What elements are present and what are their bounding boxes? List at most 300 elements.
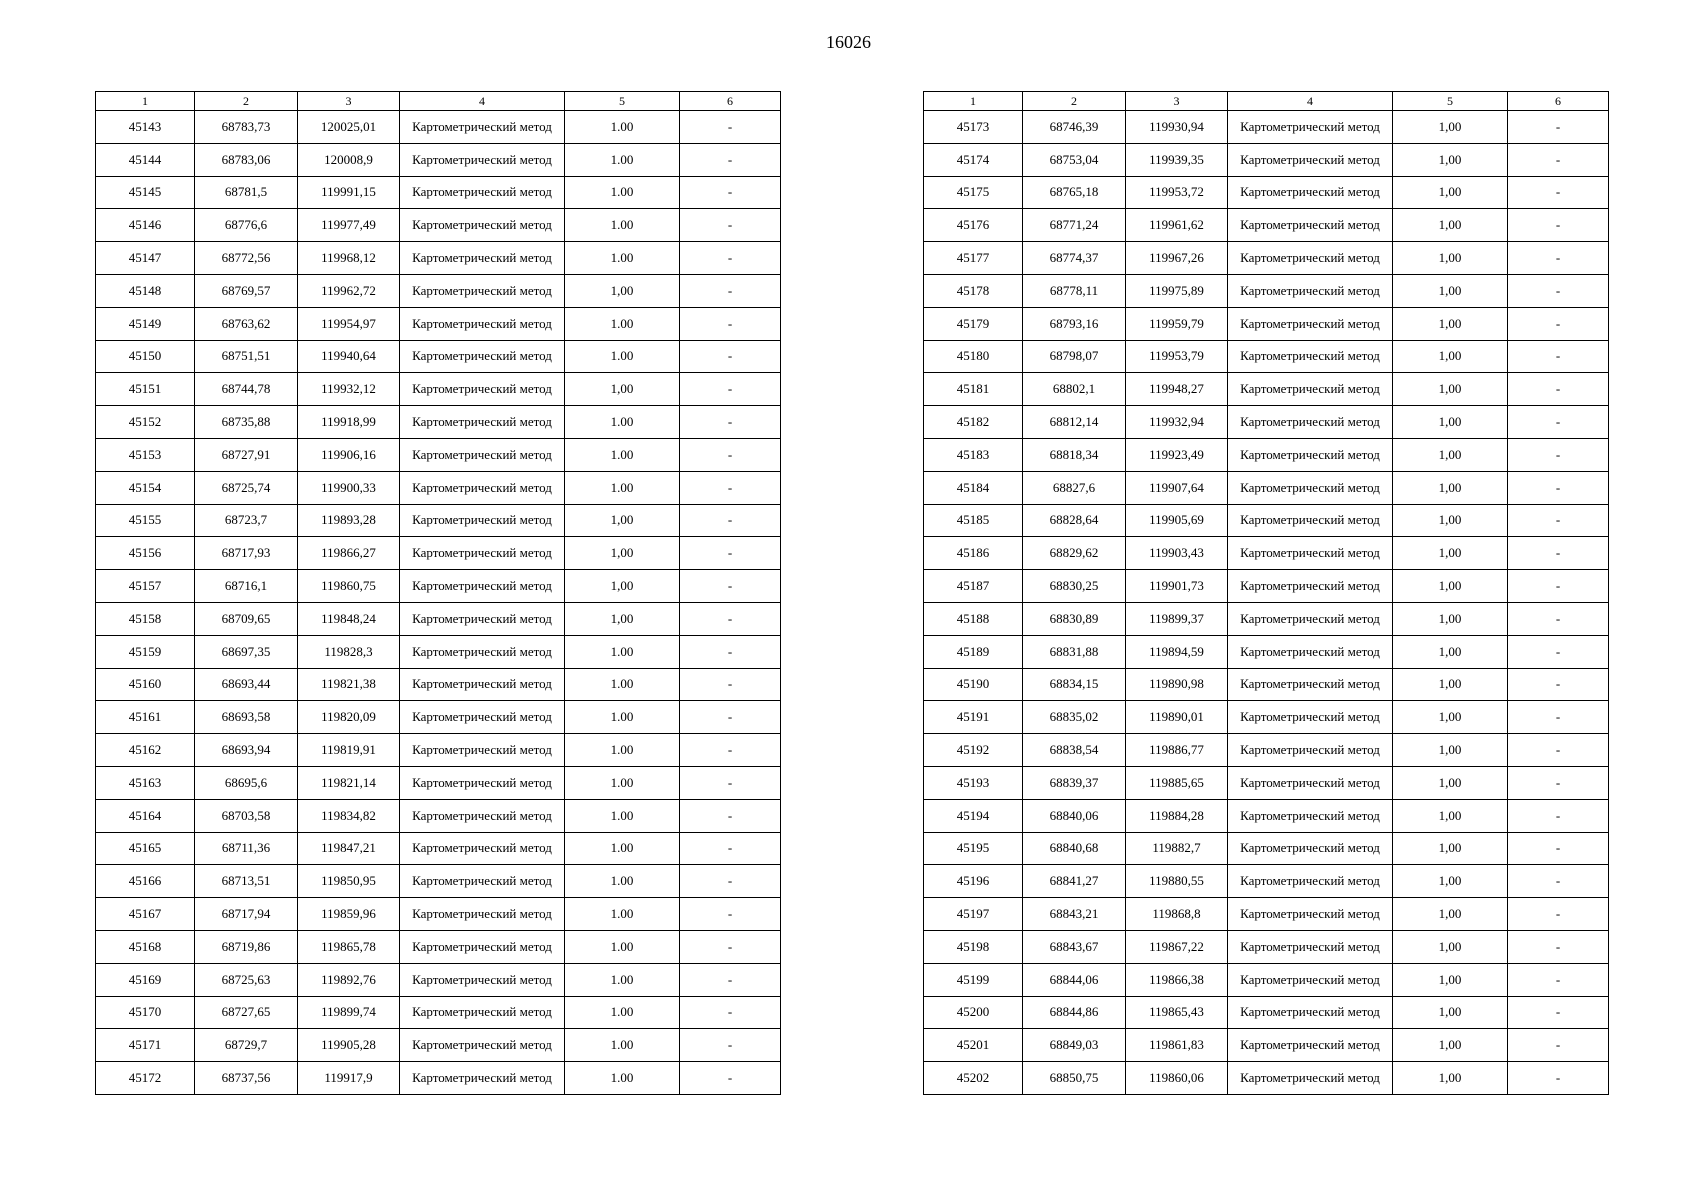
x-coordinate-cell: 68850,75 (1023, 1062, 1126, 1095)
x-coordinate-cell: 68839,37 (1023, 766, 1126, 799)
method-cell: Картометрический метод (1228, 635, 1393, 668)
table-row (96, 996, 781, 1029)
y-coordinate-cell: 119847,21 (298, 832, 400, 865)
y-coordinate-cell: 119880,55 (1126, 865, 1228, 898)
x-coordinate-cell: 68828,64 (1023, 504, 1126, 537)
table-row (96, 176, 781, 209)
table-row (924, 143, 1609, 176)
table-row (924, 471, 1609, 504)
method-cell: Картометрический метод (1228, 734, 1393, 767)
description-cell: - (680, 570, 781, 603)
y-coordinate-cell: 119962,72 (298, 274, 400, 307)
method-cell: Картометрический метод (400, 504, 565, 537)
y-coordinate-cell: 119821,14 (298, 766, 400, 799)
x-coordinate-cell: 68827,6 (1023, 471, 1126, 504)
table-row (96, 307, 781, 340)
y-coordinate-cell: 119939,35 (1126, 143, 1228, 176)
accuracy-cell: 1,00 (1393, 340, 1508, 373)
column-header: 4 (400, 92, 565, 111)
method-cell: Картометрический метод (400, 537, 565, 570)
y-coordinate-cell: 119886,77 (1126, 734, 1228, 767)
x-coordinate-cell: 68744,78 (195, 373, 298, 406)
table-row (96, 668, 781, 701)
accuracy-cell: 1,00 (565, 373, 680, 406)
x-coordinate-cell: 68725,74 (195, 471, 298, 504)
description-cell: - (1508, 996, 1609, 1029)
x-coordinate-cell: 68729,7 (195, 1029, 298, 1062)
accuracy-cell: 1,00 (1393, 635, 1508, 668)
accuracy-cell: 1,00 (565, 570, 680, 603)
point-number-cell: 45160 (96, 668, 195, 701)
y-coordinate-cell: 119932,94 (1126, 406, 1228, 439)
column-header: 3 (1126, 92, 1228, 111)
x-coordinate-cell: 68751,51 (195, 340, 298, 373)
point-number-cell: 45162 (96, 734, 195, 767)
accuracy-cell: 1.00 (565, 635, 680, 668)
point-number-cell: 45191 (924, 701, 1023, 734)
x-coordinate-cell: 68802,1 (1023, 373, 1126, 406)
accuracy-cell: 1.00 (565, 340, 680, 373)
point-number-cell: 45146 (96, 209, 195, 242)
table-row (96, 832, 781, 865)
table-row (924, 504, 1609, 537)
x-coordinate-cell: 68793,16 (1023, 307, 1126, 340)
coordinates-table-left (95, 91, 781, 1095)
accuracy-cell: 1.00 (565, 701, 680, 734)
y-coordinate-cell: 120008,9 (298, 143, 400, 176)
description-cell: - (1508, 176, 1609, 209)
accuracy-cell: 1.00 (565, 832, 680, 865)
method-cell: Картометрический метод (1228, 996, 1393, 1029)
column-header: 2 (1023, 92, 1126, 111)
accuracy-cell: 1.00 (565, 242, 680, 275)
y-coordinate-cell: 119918,99 (298, 406, 400, 439)
description-cell: - (1508, 537, 1609, 570)
point-number-cell: 45144 (96, 143, 195, 176)
y-coordinate-cell: 119819,91 (298, 734, 400, 767)
table-row (96, 537, 781, 570)
description-cell: - (1508, 373, 1609, 406)
y-coordinate-cell: 119948,27 (1126, 373, 1228, 406)
description-cell: - (1508, 963, 1609, 996)
point-number-cell: 45167 (96, 898, 195, 931)
method-cell: Картометрический метод (1228, 602, 1393, 635)
x-coordinate-cell: 68723,7 (195, 504, 298, 537)
y-coordinate-cell: 119890,01 (1126, 701, 1228, 734)
point-number-cell: 45157 (96, 570, 195, 603)
x-coordinate-cell: 68829,62 (1023, 537, 1126, 570)
accuracy-cell: 1.00 (565, 1062, 680, 1095)
point-number-cell: 45158 (96, 602, 195, 635)
table-row (96, 242, 781, 275)
point-number-cell: 45184 (924, 471, 1023, 504)
point-number-cell: 45175 (924, 176, 1023, 209)
table-row (96, 438, 781, 471)
point-number-cell: 45150 (96, 340, 195, 373)
column-header: 3 (298, 92, 400, 111)
method-cell: Картометрический метод (400, 307, 565, 340)
method-cell: Картометрический метод (1228, 373, 1393, 406)
accuracy-cell: 1,00 (1393, 143, 1508, 176)
description-cell: - (680, 1029, 781, 1062)
point-number-cell: 45156 (96, 537, 195, 570)
point-number-cell: 45154 (96, 471, 195, 504)
accuracy-cell: 1,00 (565, 602, 680, 635)
x-coordinate-cell: 68725,63 (195, 963, 298, 996)
accuracy-cell: 1,00 (1393, 504, 1508, 537)
y-coordinate-cell: 119867,22 (1126, 930, 1228, 963)
point-number-cell: 45151 (96, 373, 195, 406)
x-coordinate-cell: 68783,06 (195, 143, 298, 176)
accuracy-cell: 1.00 (565, 471, 680, 504)
point-number-cell: 45199 (924, 963, 1023, 996)
accuracy-cell: 1.00 (565, 963, 680, 996)
y-coordinate-cell: 119901,73 (1126, 570, 1228, 603)
x-coordinate-cell: 68843,67 (1023, 930, 1126, 963)
method-cell: Картометрический метод (400, 111, 565, 144)
point-number-cell: 45143 (96, 111, 195, 144)
point-number-cell: 45180 (924, 340, 1023, 373)
y-coordinate-cell: 119865,43 (1126, 996, 1228, 1029)
accuracy-cell: 1.00 (565, 799, 680, 832)
column-header: 5 (565, 92, 680, 111)
point-number-cell: 45178 (924, 274, 1023, 307)
table-row (924, 1029, 1609, 1062)
accuracy-cell: 1,00 (1393, 111, 1508, 144)
page-number: 16026 (826, 32, 871, 52)
x-coordinate-cell: 68818,34 (1023, 438, 1126, 471)
x-coordinate-cell: 68719,86 (195, 930, 298, 963)
accuracy-cell: 1,00 (1393, 766, 1508, 799)
description-cell: - (680, 209, 781, 242)
point-number-cell: 45190 (924, 668, 1023, 701)
accuracy-cell: 1.00 (565, 176, 680, 209)
point-number-cell: 45189 (924, 635, 1023, 668)
table-row (96, 1029, 781, 1062)
point-number-cell: 45152 (96, 406, 195, 439)
accuracy-cell: 1,00 (1393, 471, 1508, 504)
column-header: 5 (1393, 92, 1508, 111)
table-row (96, 111, 781, 144)
table-row (924, 865, 1609, 898)
point-number-cell: 45147 (96, 242, 195, 275)
accuracy-cell: 1,00 (1393, 1029, 1508, 1062)
accuracy-cell: 1,00 (1393, 1062, 1508, 1095)
method-cell: Картометрический метод (1228, 340, 1393, 373)
table-row (96, 635, 781, 668)
accuracy-cell: 1,00 (1393, 406, 1508, 439)
method-cell: Картометрический метод (1228, 406, 1393, 439)
point-number-cell: 45176 (924, 209, 1023, 242)
table-row (96, 963, 781, 996)
point-number-cell: 45163 (96, 766, 195, 799)
x-coordinate-cell: 68693,94 (195, 734, 298, 767)
table-row (924, 406, 1609, 439)
description-cell: - (1508, 143, 1609, 176)
y-coordinate-cell: 119953,79 (1126, 340, 1228, 373)
method-cell: Картометрический метод (1228, 209, 1393, 242)
y-coordinate-cell: 119940,64 (298, 340, 400, 373)
y-coordinate-cell: 119900,33 (298, 471, 400, 504)
description-cell: - (1508, 701, 1609, 734)
method-cell: Картометрический метод (1228, 471, 1393, 504)
table-row (924, 701, 1609, 734)
point-number-cell: 45181 (924, 373, 1023, 406)
description-cell: - (1508, 209, 1609, 242)
description-cell: - (680, 865, 781, 898)
table-row (96, 406, 781, 439)
x-coordinate-cell: 68746,39 (1023, 111, 1126, 144)
description-cell: - (1508, 274, 1609, 307)
x-coordinate-cell: 68693,44 (195, 668, 298, 701)
point-number-cell: 45194 (924, 799, 1023, 832)
accuracy-cell: 1.00 (565, 438, 680, 471)
point-number-cell: 45182 (924, 406, 1023, 439)
y-coordinate-cell: 119968,12 (298, 242, 400, 275)
point-number-cell: 45195 (924, 832, 1023, 865)
table-row (96, 143, 781, 176)
point-number-cell: 45197 (924, 898, 1023, 931)
method-cell: Картометрический метод (400, 930, 565, 963)
y-coordinate-cell: 119991,15 (298, 176, 400, 209)
table-row (924, 176, 1609, 209)
accuracy-cell: 1,00 (1393, 668, 1508, 701)
method-cell: Картометрический метод (400, 1062, 565, 1095)
method-cell: Картометрический метод (400, 898, 565, 931)
method-cell: Картометрический метод (1228, 307, 1393, 340)
table-row (924, 209, 1609, 242)
description-cell: - (1508, 799, 1609, 832)
x-coordinate-cell: 68830,89 (1023, 602, 1126, 635)
x-coordinate-cell: 68716,1 (195, 570, 298, 603)
description-cell: - (680, 930, 781, 963)
y-coordinate-cell: 119850,95 (298, 865, 400, 898)
description-cell: - (680, 274, 781, 307)
x-coordinate-cell: 68772,56 (195, 242, 298, 275)
y-coordinate-cell: 119905,28 (298, 1029, 400, 1062)
table-row (924, 766, 1609, 799)
column-header: 6 (1508, 92, 1609, 111)
description-cell: - (680, 504, 781, 537)
method-cell: Картометрический метод (1228, 1029, 1393, 1062)
table-row (924, 1062, 1609, 1095)
table-row (924, 570, 1609, 603)
y-coordinate-cell: 119865,78 (298, 930, 400, 963)
table-row (96, 570, 781, 603)
point-number-cell: 45177 (924, 242, 1023, 275)
accuracy-cell: 1.00 (565, 930, 680, 963)
description-cell: - (1508, 865, 1609, 898)
accuracy-cell: 1,00 (1393, 701, 1508, 734)
method-cell: Картометрический метод (1228, 865, 1393, 898)
x-coordinate-cell: 68778,11 (1023, 274, 1126, 307)
y-coordinate-cell: 119977,49 (298, 209, 400, 242)
description-cell: - (680, 143, 781, 176)
y-coordinate-cell: 119967,26 (1126, 242, 1228, 275)
method-cell: Картометрический метод (400, 438, 565, 471)
description-cell: - (1508, 504, 1609, 537)
method-cell: Картометрический метод (1228, 438, 1393, 471)
table-row (96, 340, 781, 373)
x-coordinate-cell: 68835,02 (1023, 701, 1126, 734)
y-coordinate-cell: 119860,75 (298, 570, 400, 603)
y-coordinate-cell: 119954,97 (298, 307, 400, 340)
accuracy-cell: 1,00 (1393, 865, 1508, 898)
method-cell: Картометрический метод (1228, 766, 1393, 799)
table-row (924, 438, 1609, 471)
accuracy-cell: 1.00 (565, 143, 680, 176)
description-cell: - (1508, 111, 1609, 144)
method-cell: Картометрический метод (400, 668, 565, 701)
point-number-cell: 45200 (924, 996, 1023, 1029)
y-coordinate-cell: 119828,3 (298, 635, 400, 668)
method-cell: Картометрический метод (1228, 504, 1393, 537)
table-row (924, 307, 1609, 340)
description-cell: - (680, 242, 781, 275)
description-cell: - (1508, 471, 1609, 504)
point-number-cell: 45166 (96, 865, 195, 898)
point-number-cell: 45168 (96, 930, 195, 963)
table-row (924, 373, 1609, 406)
x-coordinate-cell: 68831,88 (1023, 635, 1126, 668)
description-cell: - (680, 996, 781, 1029)
coordinates-table-right (923, 91, 1609, 1095)
description-cell: - (680, 668, 781, 701)
y-coordinate-cell: 119906,16 (298, 438, 400, 471)
y-coordinate-cell: 119859,96 (298, 898, 400, 931)
x-coordinate-cell: 68711,36 (195, 832, 298, 865)
accuracy-cell: 1,00 (1393, 176, 1508, 209)
description-cell: - (680, 537, 781, 570)
x-coordinate-cell: 68737,56 (195, 1062, 298, 1095)
x-coordinate-cell: 68849,03 (1023, 1029, 1126, 1062)
x-coordinate-cell: 68703,58 (195, 799, 298, 832)
description-cell: - (1508, 832, 1609, 865)
method-cell: Картометрический метод (400, 274, 565, 307)
method-cell: Картометрический метод (400, 996, 565, 1029)
column-header: 2 (195, 92, 298, 111)
x-coordinate-cell: 68717,93 (195, 537, 298, 570)
accuracy-cell: 1.00 (565, 898, 680, 931)
y-coordinate-cell: 119868,8 (1126, 898, 1228, 931)
accuracy-cell: 1,00 (1393, 602, 1508, 635)
y-coordinate-cell: 119894,59 (1126, 635, 1228, 668)
table-row (96, 898, 781, 931)
description-cell: - (1508, 766, 1609, 799)
description-cell: - (1508, 438, 1609, 471)
y-coordinate-cell: 119907,64 (1126, 471, 1228, 504)
description-cell: - (680, 799, 781, 832)
table-row (924, 242, 1609, 275)
x-coordinate-cell: 68812,14 (1023, 406, 1126, 439)
y-coordinate-cell: 119885,65 (1126, 766, 1228, 799)
x-coordinate-cell: 68776,6 (195, 209, 298, 242)
method-cell: Картометрический метод (1228, 799, 1393, 832)
method-cell: Картометрический метод (1228, 832, 1393, 865)
y-coordinate-cell: 119923,49 (1126, 438, 1228, 471)
table-row (924, 799, 1609, 832)
point-number-cell: 45201 (924, 1029, 1023, 1062)
table-row (924, 537, 1609, 570)
table-row (924, 274, 1609, 307)
method-cell: Картометрический метод (400, 406, 565, 439)
method-cell: Картометрический метод (400, 143, 565, 176)
x-coordinate-cell: 68843,21 (1023, 898, 1126, 931)
method-cell: Картометрический метод (1228, 274, 1393, 307)
x-coordinate-cell: 68840,06 (1023, 799, 1126, 832)
column-header: 1 (96, 92, 195, 111)
point-number-cell: 45159 (96, 635, 195, 668)
y-coordinate-cell: 119893,28 (298, 504, 400, 537)
y-coordinate-cell: 119975,89 (1126, 274, 1228, 307)
method-cell: Картометрический метод (1228, 898, 1393, 931)
y-coordinate-cell: 119882,7 (1126, 832, 1228, 865)
point-number-cell: 45161 (96, 701, 195, 734)
accuracy-cell: 1,00 (1393, 438, 1508, 471)
x-coordinate-cell: 68830,25 (1023, 570, 1126, 603)
table-row (924, 734, 1609, 767)
description-cell: - (680, 766, 781, 799)
table-row (924, 340, 1609, 373)
description-cell: - (1508, 668, 1609, 701)
y-coordinate-cell: 119953,72 (1126, 176, 1228, 209)
point-number-cell: 45170 (96, 996, 195, 1029)
description-cell: - (1508, 1062, 1609, 1095)
method-cell: Картометрический метод (1228, 176, 1393, 209)
table-row (96, 274, 781, 307)
point-number-cell: 45169 (96, 963, 195, 996)
y-coordinate-cell: 119848,24 (298, 602, 400, 635)
x-coordinate-cell: 68774,37 (1023, 242, 1126, 275)
x-coordinate-cell: 68838,54 (1023, 734, 1126, 767)
accuracy-cell: 1,00 (1393, 537, 1508, 570)
description-cell: - (1508, 930, 1609, 963)
description-cell: - (1508, 340, 1609, 373)
description-cell: - (680, 635, 781, 668)
description-cell: - (680, 898, 781, 931)
method-cell: Картометрический метод (400, 635, 565, 668)
table-row (96, 930, 781, 963)
description-cell: - (680, 701, 781, 734)
description-cell: - (680, 602, 781, 635)
column-header: 4 (1228, 92, 1393, 111)
x-coordinate-cell: 68709,65 (195, 602, 298, 635)
method-cell: Картометрический метод (400, 340, 565, 373)
y-coordinate-cell: 119820,09 (298, 701, 400, 734)
point-number-cell: 45155 (96, 504, 195, 537)
accuracy-cell: 1.00 (565, 996, 680, 1029)
point-number-cell: 45186 (924, 537, 1023, 570)
description-cell: - (1508, 307, 1609, 340)
accuracy-cell: 1,00 (1393, 307, 1508, 340)
x-coordinate-cell: 68844,06 (1023, 963, 1126, 996)
point-number-cell: 45193 (924, 766, 1023, 799)
y-coordinate-cell: 119959,79 (1126, 307, 1228, 340)
point-number-cell: 45172 (96, 1062, 195, 1095)
x-coordinate-cell: 68735,88 (195, 406, 298, 439)
point-number-cell: 45164 (96, 799, 195, 832)
y-coordinate-cell: 119930,94 (1126, 111, 1228, 144)
method-cell: Картометрический метод (1228, 242, 1393, 275)
description-cell: - (680, 111, 781, 144)
accuracy-cell: 1,00 (565, 274, 680, 307)
method-cell: Картометрический метод (400, 242, 565, 275)
accuracy-cell: 1,00 (1393, 734, 1508, 767)
table-row (924, 668, 1609, 701)
accuracy-cell: 1.00 (565, 111, 680, 144)
point-number-cell: 45188 (924, 602, 1023, 635)
description-cell: - (680, 406, 781, 439)
